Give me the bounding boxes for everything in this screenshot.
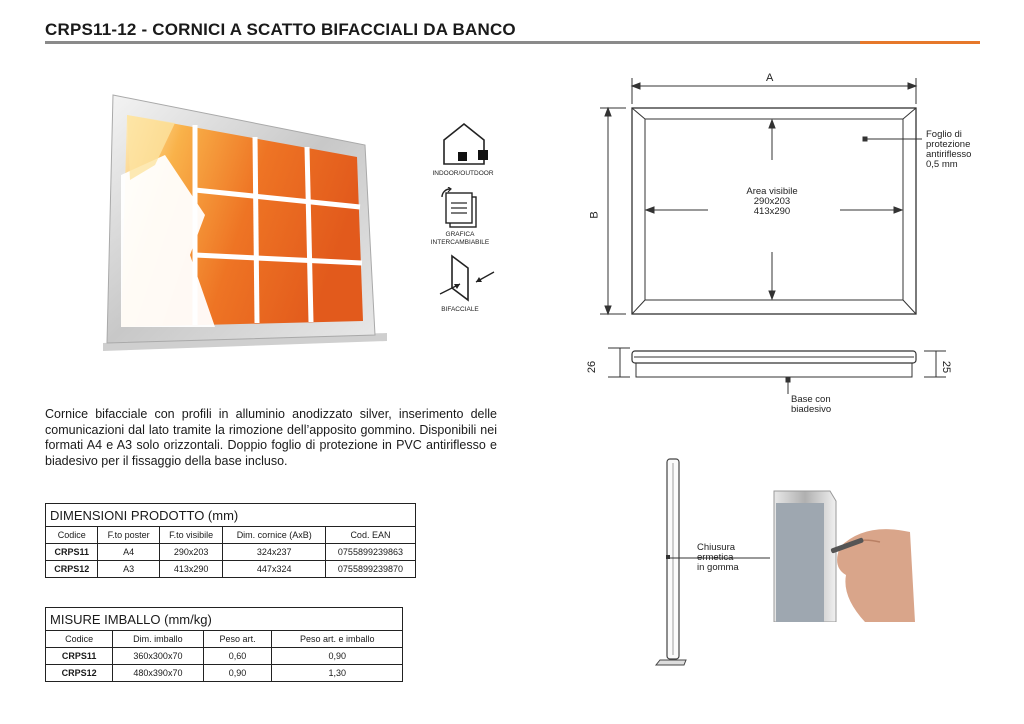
product-photo [95,85,395,360]
table-cell: CRPS12 [46,561,98,578]
table-cell: 290x203 [159,544,223,561]
table-cell: 0755899239870 [325,561,415,578]
table-cell: 1,30 [272,665,403,682]
column-header: Peso art. [203,631,272,648]
dimensions-table-caption: DIMENSIONI PRODOTTO (mm) [46,504,416,527]
table-cell: 0755899239863 [325,544,415,561]
table-cell: CRPS11 [46,544,98,561]
dimension-b-label: B [588,211,601,219]
page-title: CRPS11-12 - CORNICI A SCATTO BIFACCIALI DA BANCO [45,20,516,39]
protective-foil-label: Foglio di protezione antiriflesso 0,5 mm [926,129,972,170]
table-cell: 0,90 [272,648,403,665]
interchangeable-graphic-label: GRAFICA INTERCAMBIABILE [430,231,490,246]
table-row [46,648,403,665]
depth-right-label: 25 [940,360,953,374]
table-row [46,544,416,561]
technical-drawing [590,68,990,423]
table-header-row [46,527,416,544]
dimension-a-label: A [766,72,774,84]
visible-area-label: Area visibile 290x203 413x290 [746,186,798,217]
column-header: Codice [46,631,113,648]
double-sided-icon [438,254,496,302]
adhesive-base-label: Base con biadesivo [791,394,832,415]
table-cell: 0,60 [203,648,272,665]
interchangeable-graphic-icon [438,187,482,229]
column-header: F.to poster [98,527,159,544]
table-cell: A3 [98,561,159,578]
double-sided-label: BIFACCIALE [441,306,479,313]
table-cell: 324x237 [223,544,325,561]
detail-photo [770,487,915,622]
column-header: F.to visibile [159,527,223,544]
title-rule [45,41,860,44]
column-header: Cod. EAN [325,527,415,544]
column-header: Dim. imballo [113,631,203,648]
packaging-table-caption: MISURE IMBALLO (mm/kg) [46,608,403,631]
table-cell: A4 [98,544,159,561]
packaging-table [45,607,403,682]
table-row [46,665,403,682]
title-rule-accent [860,41,980,44]
table-cell: CRPS12 [46,665,113,682]
rubber-seal-label: Chiusura ermetica in gomma [697,542,739,573]
table-cell: 480x390x70 [113,665,203,682]
product-description: Cornice bifacciale con profili in alluminio anodizzato silver, inserimento delle comunicazioni dal lato tramite la rimozione dell’apposito gommino. Disponibili nei formati A4 e A3 solo orizzontali. Doppio foglio di protezione in PVC antiriflesso e biadesivo per il fissaggio della base incluso. [45,407,497,468]
depth-left-label: 26 [586,360,599,374]
table-row [46,561,416,578]
indoor-outdoor-label: INDOOR/OUTDOOR [432,170,494,177]
column-header: Peso art. e imballo [272,631,403,648]
table-cell: 413x290 [159,561,223,578]
table-cell: 0,90 [203,665,272,682]
column-header: Dim. cornice (AxB) [223,527,325,544]
table-cell: 447x324 [223,561,325,578]
table-header-row [46,631,403,648]
table-cell: 360x300x70 [113,648,203,665]
table-cell: CRPS11 [46,648,113,665]
house-indoor-outdoor-icon [438,122,494,166]
column-header: Codice [46,527,98,544]
product-dimensions-table [45,503,416,578]
